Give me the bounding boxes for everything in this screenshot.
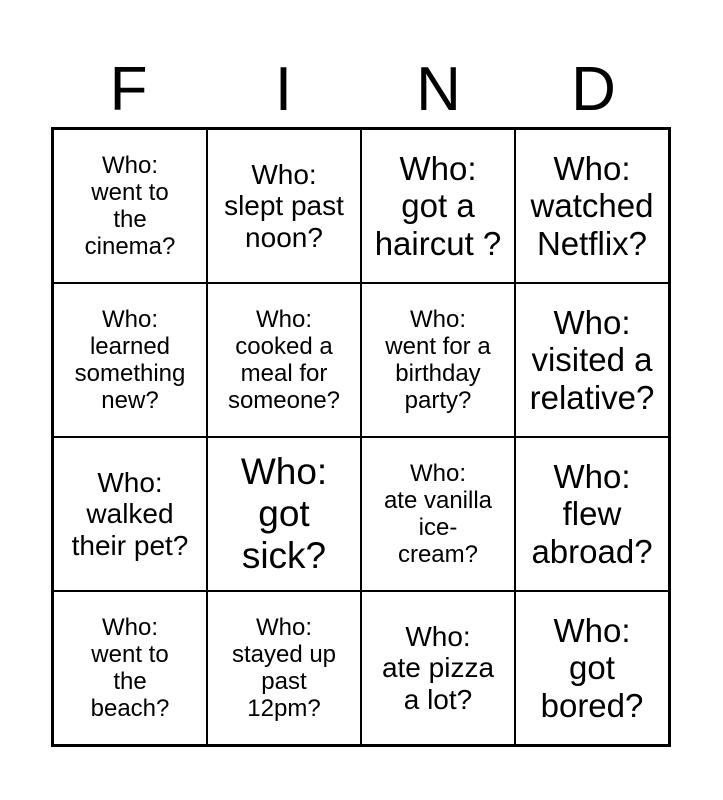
bingo-cell[interactable] xyxy=(53,437,207,591)
cell-text: Who: walked their pet? xyxy=(71,466,189,561)
cell-text: Who: got sick? xyxy=(240,451,328,576)
bingo-grid xyxy=(51,127,671,747)
cell-text: Who: flew abroad? xyxy=(531,458,653,570)
cell-text: Who: stayed up past 12pm? xyxy=(231,613,337,723)
cell-text: Who: ate pizza a lot? xyxy=(381,620,495,715)
bingo-cell[interactable] xyxy=(207,437,361,591)
bingo-cell[interactable] xyxy=(53,591,207,745)
header-letter-d: D xyxy=(571,55,616,124)
bingo-cell[interactable] xyxy=(207,129,361,283)
cell-text: Who: got a haircut ? xyxy=(374,150,502,262)
bingo-cell[interactable] xyxy=(207,283,361,437)
cell-text: Who: learned something new? xyxy=(74,305,186,415)
bingo-cell[interactable] xyxy=(53,283,207,437)
bingo-cell[interactable] xyxy=(361,129,515,283)
bingo-cell[interactable] xyxy=(53,129,207,283)
cell-text: Who: went to the cinema? xyxy=(84,151,176,261)
bingo-cell[interactable] xyxy=(515,283,669,437)
cell-text: Who: watched Netflix? xyxy=(530,150,654,262)
bingo-cell[interactable] xyxy=(515,437,669,591)
header-letter-n: N xyxy=(416,55,461,124)
find-header xyxy=(51,52,671,128)
bingo-cell[interactable] xyxy=(361,591,515,745)
bingo-cell[interactable] xyxy=(361,283,515,437)
cell-text: Who: visited a relative? xyxy=(529,304,655,416)
header-letter-f: F xyxy=(109,55,148,124)
bingo-cell[interactable] xyxy=(207,591,361,745)
bingo-cell[interactable] xyxy=(361,437,515,591)
bingo-cell[interactable] xyxy=(515,591,669,745)
cell-text: Who: cooked a meal for someone? xyxy=(227,305,341,415)
header-letter-i: I xyxy=(274,55,293,124)
cell-text: Who: went to the beach? xyxy=(90,613,170,723)
cell-text: Who: went for a birthday party? xyxy=(385,305,491,415)
cell-text: Who: slept past noon? xyxy=(224,158,344,253)
cell-text: Who: ate vanilla ice- cream? xyxy=(383,459,493,569)
bingo-cell[interactable] xyxy=(515,129,669,283)
cell-text: Who: got bored? xyxy=(540,612,644,724)
